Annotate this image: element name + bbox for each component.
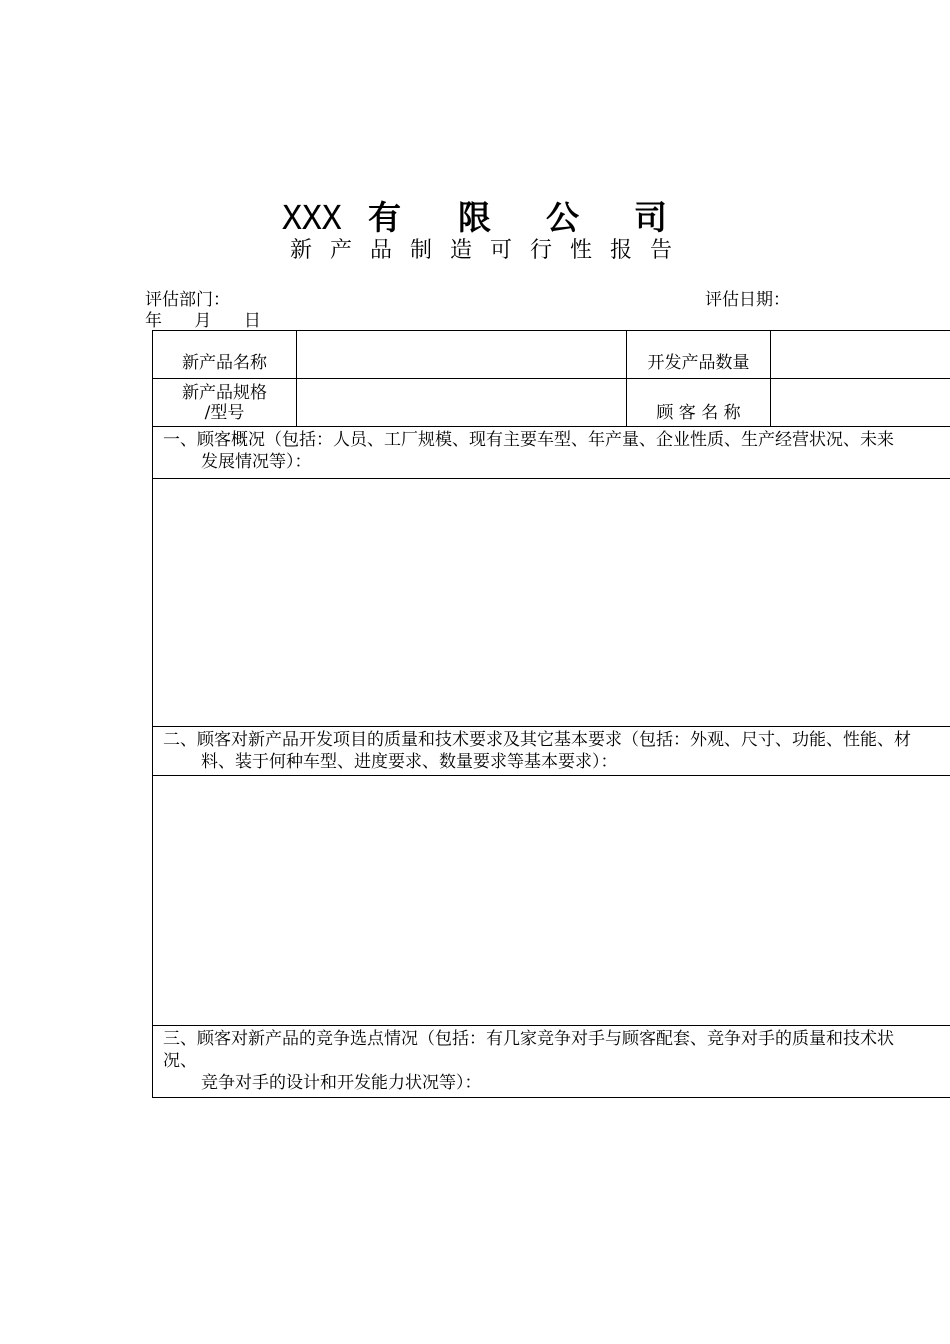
section2-heading [153,727,950,776]
section1-heading [153,427,950,479]
report-title-char: 产 [330,238,353,263]
section3-line2: 况、 [163,1051,197,1071]
section2-line1: 二、顾客对新产品开发项目的质量和技术要求及其它基本要求（包括：外观、尺寸、功能、性能、材 [163,730,911,750]
section3-heading [153,1026,950,1098]
table-row [153,479,950,727]
report-title-char: 新 [290,238,313,263]
table-row [153,379,950,427]
report-title-char: 行 [530,238,553,263]
table-row [153,776,950,1026]
dev-quantity-field[interactable] [771,331,950,379]
section1-line2: 发展情况等）： [201,452,312,472]
section3-line3: 竞争对手的设计和开发能力状况等）： [201,1073,482,1093]
evaluation-dept-label: 评估部门： [145,290,230,310]
report-title-char: 品 [370,238,393,263]
table-row [153,727,950,776]
section1-content-area[interactable] [153,479,950,727]
report-title [290,236,690,266]
product-name-field[interactable] [297,331,627,379]
company-char-1: 有 [368,198,401,237]
customer-name-label: 顾 客 名 称 [627,379,771,427]
dev-quantity-label: 开发产品数量 [627,331,771,379]
feasibility-form-table [152,330,950,1098]
table-row [153,331,950,379]
company-char-2: 限 [458,198,491,237]
section3-line1: 三、顾客对新产品的竞争选点情况（包括：有几家竞争对手与顾客配套、竞争对手的质量和技术状 [163,1029,894,1049]
table-row [153,427,950,479]
document-title [0,196,950,240]
customer-name-field[interactable] [771,379,950,427]
report-title-char: 报 [610,238,633,263]
product-spec-field[interactable] [297,379,627,427]
table-row [153,1026,950,1098]
evaluation-date-label: 评估日期： [705,290,790,310]
product-spec-label-line1: 新产品规格 [182,382,267,403]
section2-line2: 料、装于何种车型、进度要求、数量要求等基本要求）： [201,752,618,772]
report-title-char: 性 [570,238,593,263]
report-title-char: 告 [650,238,673,263]
evaluation-date-units: 年 月 日 [145,311,261,331]
company-char-3: 公 [546,198,579,237]
report-title-char: 造 [450,238,473,263]
report-title-char: 可 [490,238,513,263]
product-spec-label-line2: /型号 [204,402,245,423]
product-spec-label [153,379,297,427]
company-char-4: 司 [634,198,667,237]
report-title-char: 制 [410,238,433,263]
company-prefix: XXX [282,198,342,237]
section1-line1: 一、顾客概况（包括：人员、工厂规模、现有主要车型、年产量、企业性质、生产经营状况、未来 [163,430,894,450]
product-name-label: 新产品名称 [153,331,297,379]
section2-content-area[interactable] [153,776,950,1026]
